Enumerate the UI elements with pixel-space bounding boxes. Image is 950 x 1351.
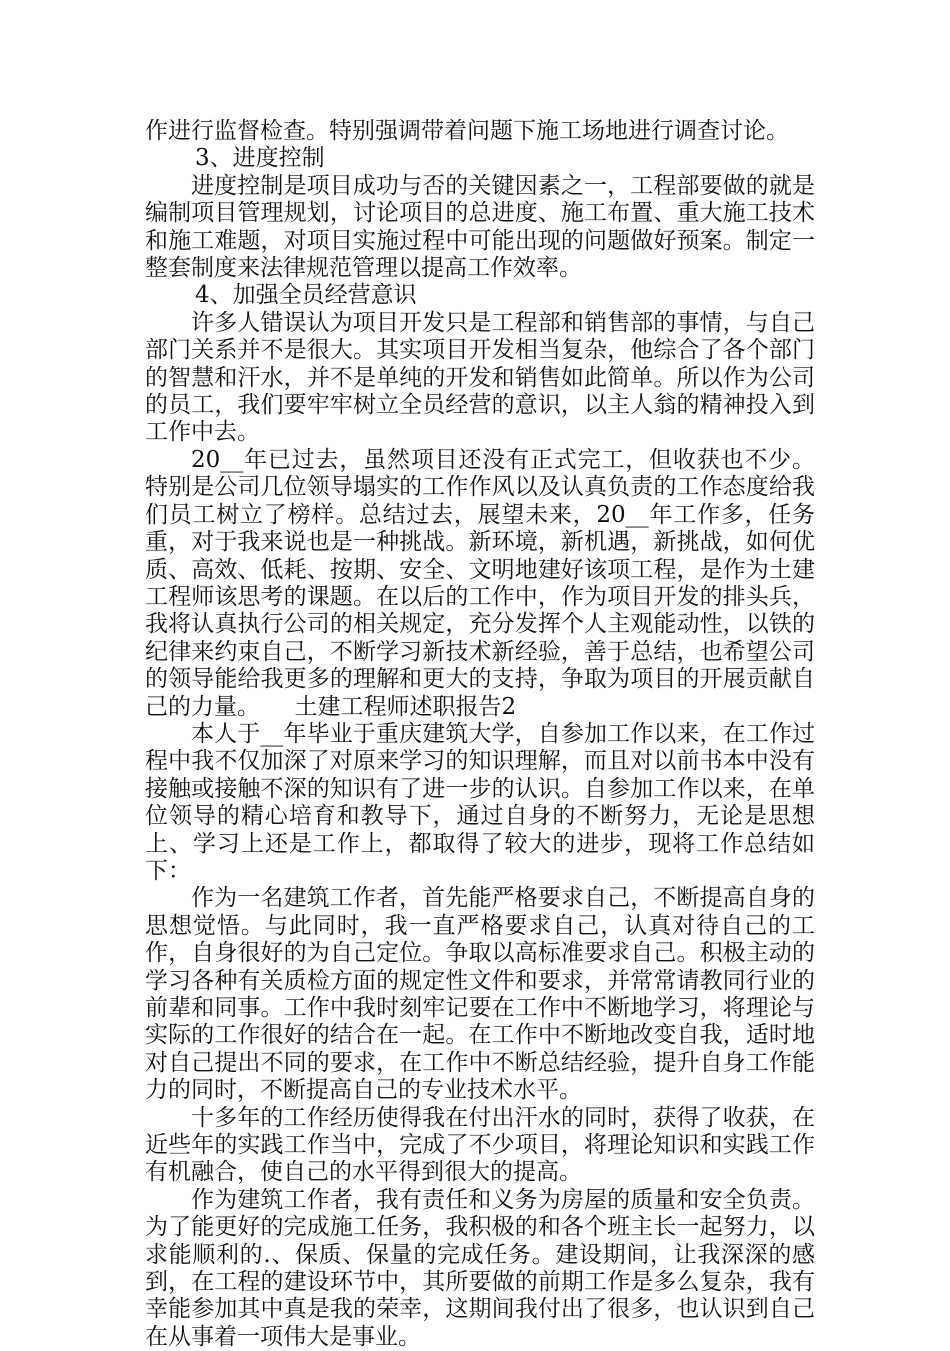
- paragraph-continuation: 作进行监督检查。特别强调带着问题下施工场地进行调查讨论。: [145, 118, 789, 144]
- paragraph-self-requirements: 作为一名建筑工作者，首先能严格要求自己，不断提高自身的思想觉悟。与此同时，我一直严格要求自己，认真对待自己的工作，自身很好的为自己定位。争取以高标准要求自己。积极主动的学习各种有关质检方面的规定性文件和要求，并常常请教同行业的前辈和同事。工作中我时刻牢记要在工作中不断地学习，将理论与实际的工作很好的结合在一起。在工作中不断地改变自我，适时地对自己提出不同的要求，在工作中不断总结经验，提升自身工作能力的同时，不断提高自己的专业技术水平。: [145, 885, 815, 1104]
- section-heading-progress-control: 3、进度控制: [195, 145, 325, 172]
- paragraph-business-awareness: 许多人错误认为项目开发只是工程部和销售部的事情，与自己部门关系并不是很大。其实项目开发相当复杂，他综合了各个部门的智慧和汗水，并不是单纯的开发和销售如此简单。所以作为公司的员工，我们要牢牢树立全员经营的意识，以主人翁的精神投入到工作中去。: [145, 309, 815, 446]
- paragraph-work-experience: 十多年的工作经历使得我在付出汗水的同时，获得了收获，在近些年的实践工作当中，完成了不少项目，将理论知识和实践工作有机融合，使自己的水平得到很大的提高。: [145, 1104, 815, 1186]
- paragraph-self-introduction: 本人于__年毕业于重庆建筑大学，自参加工作以来，在工作过程中我不仅加深了对原来学习的知识理解，而且对以前书本中没有接触或接触不深的知识有了进一步的认识。自参加工作以来，在单位领导的精心培育和教导下，通过自身的不断努力，无论是思想上、学习上还是工作上，都取得了较大的进步，现将工作总结如下：: [145, 720, 815, 884]
- document-page: [145, 118, 815, 1351]
- paragraph-year-summary: 20__年已过去，虽然项目还没有正式完工，但收获也不少。特别是公司几位领导塌实的工作作风以及认真负责的工作态度给我们员工树立了榜样。总结过去，展望未来，20__年工作多，任务重，对于我来说也是一种挑战。新环境，新机遇，新挑战，如何优质、高效、低耗、按期、安全、文明地建好该项工程，是作为土建工程师该思考的课题。在以后的工作中，作为项目开发的排头兵，我将认真执行公司的相关规定，充分发挥个人主观能动性，以铁的纪律来约束自己，不断学习新技术新经验，善于总结，也希望公司的领导能给我更多的理解和更大的支持，争取为项目的开展贡献自己的力量。 土建工程师述职报告2: [145, 446, 815, 720]
- paragraph-responsibility: 作为建筑工作者，我有责任和义务为房屋的质量和安全负责。为了能更好的完成施工任务，我积极的和各个班主长一起努力，以求能顺利的.、保质、保量的完成任务。建设期间，让我深深的感到，在工程的建设环节中，其所要做的前期工作是多么复杂，我有幸能参加其中真是我的荣幸，这期间我付出了很多，也认识到自己在从事着一项伟大是事业。: [145, 1186, 815, 1350]
- paragraph-progress-control: 进度控制是项目成功与否的关键因素之一，工程部要做的就是编制项目管理规划，讨论项目的总进度、施工布置、重大施工技术和施工难题，对项目实施过程中可能出现的问题做好预案。制定一整套制度来法律规范管理以提高工作效率。: [145, 172, 815, 282]
- section-heading-business-awareness: 4、加强全员经营意识: [195, 282, 417, 309]
